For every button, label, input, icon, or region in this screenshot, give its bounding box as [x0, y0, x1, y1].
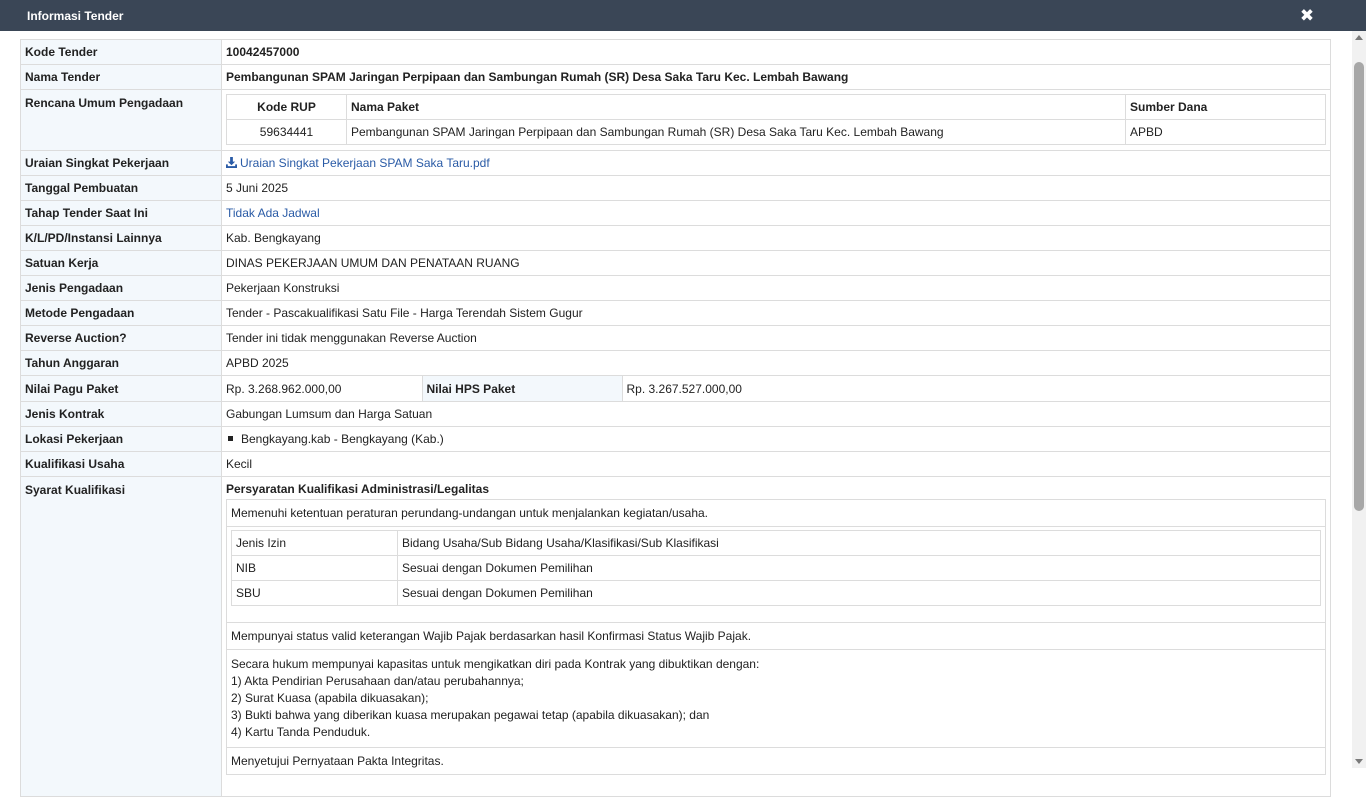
izin-header-jenis: Jenis Izin: [232, 531, 398, 556]
rup-nama: Pembangunan SPAM Jaringan Perpipaan dan Sambungan Rumah (SR) Desa Saka Taru Kec. Lembah Bawang: [347, 120, 1126, 145]
label-uraian: Uraian Singkat Pekerjaan: [21, 151, 222, 176]
value-kontrak: Gabungan Lumsum dan Harga Satuan: [222, 402, 1331, 427]
value-reverse: Tender ini tidak menggunakan Reverse Auction: [222, 326, 1331, 351]
label-lokasi: Lokasi Pekerjaan: [21, 427, 222, 452]
label-tanggal: Tanggal Pembuatan: [21, 176, 222, 201]
tender-info-table: [20, 39, 1331, 797]
value-kualifikasi: Kecil: [222, 452, 1331, 477]
izin-jenis: SBU: [232, 581, 398, 606]
row-rup: [21, 90, 1331, 151]
izin-row: [232, 581, 1321, 606]
syarat-intro: Memenuhi ketentuan peraturan perundang-undangan untuk menjalankan kegiatan/usaha.: [231, 506, 709, 520]
rup-row: [227, 120, 1326, 145]
vertical-scrollbar[interactable]: [1352, 31, 1366, 768]
row-jenis-pengadaan: [21, 276, 1331, 301]
label-kode-tender: Kode Tender: [21, 40, 222, 65]
tahap-link[interactable]: Tidak Ada Jadwal: [226, 206, 320, 220]
syarat-hukum-line: 2) Surat Kuasa (apabila dikuasakan);: [231, 691, 429, 705]
rup-header-sumber: Sumber Dana: [1126, 95, 1326, 120]
syarat-pakta: Menyetujui Pernyataan Pakta Integritas.: [227, 747, 1325, 774]
label-instansi: K/L/PD/Instansi Lainnya: [21, 226, 222, 251]
row-instansi: [21, 226, 1331, 251]
label-hps: Nilai HPS Paket: [422, 376, 622, 401]
row-satker: [21, 251, 1331, 276]
bullet-icon: [228, 436, 233, 441]
row-pagu: [21, 376, 1331, 402]
uraian-download-link[interactable]: [226, 156, 490, 170]
row-lokasi: [21, 427, 1331, 452]
dialog-titlebar: [0, 0, 1366, 31]
rup-table: [226, 94, 1326, 145]
row-tahap: [21, 201, 1331, 226]
izin-table: [231, 530, 1321, 606]
value-tanggal: 5 Juni 2025: [222, 176, 1331, 201]
syarat-hukum-line: 3) Bukti bahwa yang diberikan kuasa merupakan pegawai tetap (apabila dikuasakan); dan: [231, 708, 710, 722]
label-tahun: Tahun Anggaran: [21, 351, 222, 376]
pagu-hps-table: [222, 376, 1330, 401]
row-metode: [21, 301, 1331, 326]
close-icon[interactable]: ✖: [1299, 6, 1315, 25]
label-kualifikasi: Kualifikasi Usaha: [21, 452, 222, 477]
scroll-down-icon[interactable]: [1355, 759, 1363, 764]
uraian-file-name: Uraian Singkat Pekerjaan SPAM Saka Taru.pdf: [240, 156, 490, 170]
row-tanggal: [21, 176, 1331, 201]
row-tahun: [21, 351, 1331, 376]
value-nama-tender: Pembangunan SPAM Jaringan Perpipaan dan Sambungan Rumah (SR) Desa Saka Taru Kec. Lembah Bawang: [222, 65, 1331, 90]
label-nama-tender: Nama Tender: [21, 65, 222, 90]
label-satker: Satuan Kerja: [21, 251, 222, 276]
dialog-title: Informasi Tender: [27, 9, 124, 23]
scroll-thumb[interactable]: [1354, 62, 1364, 511]
value-tahun: APBD 2025: [222, 351, 1331, 376]
label-pagu: Nilai Pagu Paket: [21, 376, 222, 402]
rup-sumber: APBD: [1126, 120, 1326, 145]
rup-header-kode: Kode RUP: [227, 95, 347, 120]
row-reverse: [21, 326, 1331, 351]
row-kontrak: [21, 402, 1331, 427]
lokasi-item: Bengkayang.kab - Bengkayang (Kab.): [241, 432, 444, 446]
izin-bidang: Sesuai dengan Dokumen Pemilihan: [398, 581, 1321, 606]
rup-kode: 59634441: [227, 120, 347, 145]
syarat-hukum-line: 1) Akta Pendirian Perusahaan dan/atau perubahannya;: [231, 674, 524, 688]
izin-jenis: NIB: [232, 556, 398, 581]
label-jenis-pengadaan: Jenis Pengadaan: [21, 276, 222, 301]
tender-info-content: [20, 39, 1331, 797]
label-tahap: Tahap Tender Saat Ini: [21, 201, 222, 226]
value-pagu: Rp. 3.268.962.000,00: [222, 376, 422, 401]
value-kode-tender: 10042457000: [222, 40, 1331, 65]
row-kode-tender: [21, 40, 1331, 65]
label-rup: Rencana Umum Pengadaan: [21, 90, 222, 151]
syarat-title: Persyaratan Kualifikasi Administrasi/Legalitas: [226, 482, 489, 496]
label-syarat: Syarat Kualifikasi: [21, 477, 222, 797]
row-nama-tender: [21, 65, 1331, 90]
label-metode: Metode Pengadaan: [21, 301, 222, 326]
value-instansi: Kab. Bengkayang: [222, 226, 1331, 251]
izin-header-bidang: Bidang Usaha/Sub Bidang Usaha/Klasifikasi/Sub Klasifikasi: [398, 531, 1321, 556]
syarat-box: [226, 499, 1326, 775]
syarat-pajak: Mempunyai status valid keterangan Wajib Pajak berdasarkan hasil Konfirmasi Status Wajib Pajak.: [227, 622, 1325, 649]
label-reverse: Reverse Auction?: [21, 326, 222, 351]
value-jenis-pengadaan: Pekerjaan Konstruksi: [222, 276, 1331, 301]
syarat-hukum: [227, 649, 1325, 747]
value-metode: Tender - Pascakualifikasi Satu File - Harga Terendah Sistem Gugur: [222, 301, 1331, 326]
rup-header-nama: Nama Paket: [347, 95, 1126, 120]
row-syarat: [21, 477, 1331, 797]
value-hps: Rp. 3.267.527.000,00: [626, 381, 742, 396]
download-icon: [226, 157, 237, 168]
row-kualifikasi: [21, 452, 1331, 477]
lokasi-list: [222, 427, 1331, 452]
scroll-up-icon[interactable]: [1355, 35, 1363, 40]
value-satker: DINAS PEKERJAAN UMUM DAN PENATAAN RUANG: [222, 251, 1331, 276]
syarat-hukum-line: 4) Kartu Tanda Penduduk.: [231, 725, 371, 739]
row-uraian: [21, 151, 1331, 176]
izin-bidang: Sesuai dengan Dokumen Pemilihan: [398, 556, 1321, 581]
label-kontrak: Jenis Kontrak: [21, 402, 222, 427]
syarat-hukum-line: Secara hukum mempunyai kapasitas untuk mengikatkan diri pada Kontrak yang dibuktikan dengan:: [231, 657, 760, 671]
izin-row: [232, 556, 1321, 581]
